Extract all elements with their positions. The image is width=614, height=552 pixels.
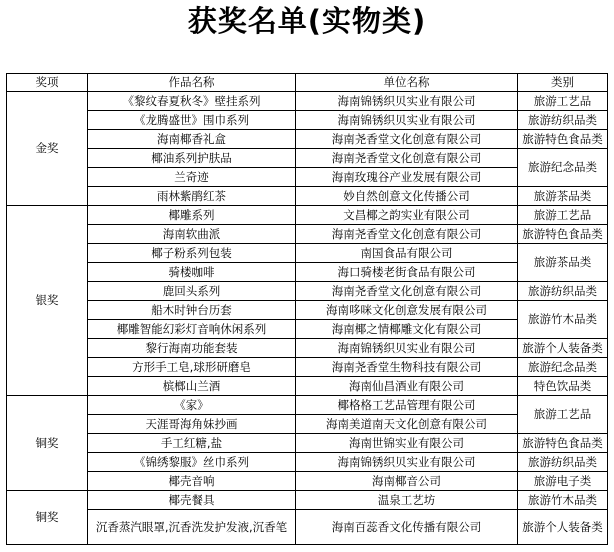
table-row [7, 358, 608, 377]
table-row [7, 472, 608, 491]
work-cell: 手工红糖,盐 [88, 434, 296, 453]
work-cell: 兰奇迹 [88, 168, 296, 187]
work-cell: 海南软曲派 [88, 225, 296, 244]
category-cell: 旅游个人装备类 [518, 510, 608, 545]
unit-cell: 海口骑楼老街食品有限公司 [296, 263, 518, 282]
table-header-row [7, 74, 608, 92]
work-cell: 雨林紫鹃红茶 [88, 187, 296, 206]
unit-cell: 温泉工艺坊 [296, 491, 518, 510]
table-row [7, 263, 608, 282]
unit-cell: 海南世锦实业有限公司 [296, 434, 518, 453]
work-cell: 《黎纹春夏秋冬》壁挂系列 [88, 92, 296, 111]
unit-cell: 椰格格工艺品管理有限公司 [296, 396, 518, 415]
unit-cell: 海南椰音公司 [296, 472, 518, 491]
unit-cell: 海南尧香堂文化创意有限公司 [296, 225, 518, 244]
category-cell: 旅游纪念品类 [518, 358, 608, 377]
unit-cell: 海南锦锈织贝实业有限公司 [296, 92, 518, 111]
table-row [7, 244, 608, 263]
table-row [7, 111, 608, 130]
page-title: 获奖名单(实物类) [187, 4, 427, 38]
table-row [7, 301, 608, 320]
header-award: 奖项 [7, 74, 88, 92]
work-cell: 骑楼咖啡 [88, 263, 296, 282]
header-category: 类别 [518, 74, 608, 92]
table-row [7, 282, 608, 301]
category-cell: 旅游纪念品类 [518, 149, 608, 187]
table-row [7, 491, 608, 510]
unit-cell: 海南尧香堂文化创意有限公司 [296, 130, 518, 149]
category-cell: 旅游工艺品 [518, 92, 608, 111]
table-row [7, 149, 608, 168]
category-cell: 旅游工艺品 [518, 396, 608, 434]
category-cell: 旅游纺织品类 [518, 282, 608, 301]
work-cell: 鹿回头系列 [88, 282, 296, 301]
work-cell: 天涯哥海角妹抄画 [88, 415, 296, 434]
table-row [7, 225, 608, 244]
award-cell: 铜奖 [7, 396, 88, 491]
table-row [7, 187, 608, 206]
unit-cell: 海南尧香堂文化创意有限公司 [296, 149, 518, 168]
unit-cell: 文昌椰之韵实业有限公司 [296, 206, 518, 225]
category-cell: 旅游特色食品类 [518, 225, 608, 244]
award-cell: 金奖 [7, 92, 88, 206]
work-cell: 《锦绣黎服》丝巾系列 [88, 453, 296, 472]
table-row [7, 92, 608, 111]
work-cell: 椰壳餐具 [88, 491, 296, 510]
unit-cell: 海南百蕊香文化传播有限公司 [296, 510, 518, 545]
table-row [7, 130, 608, 149]
unit-cell: 海南哆咪文化创意发展有限公司 [296, 301, 518, 320]
award-cell: 铜奖 [7, 491, 88, 545]
unit-cell: 海南尧香堂生物科技有限公司 [296, 358, 518, 377]
category-cell: 旅游特色食品类 [518, 130, 608, 149]
category-cell: 旅游电子类 [518, 472, 608, 491]
unit-cell: 海南锦锈织贝实业有限公司 [296, 339, 518, 358]
unit-cell: 海南尧香堂文化创意有限公司 [296, 282, 518, 301]
category-cell: 旅游工艺品 [518, 206, 608, 225]
table-row [7, 168, 608, 187]
work-cell: 槟榔山兰酒 [88, 377, 296, 396]
table-row [7, 320, 608, 339]
work-cell: 沉香蒸汽眼罩,沉香洗发护发液,沉香笔 [88, 510, 296, 545]
table-row [7, 510, 608, 545]
category-cell: 旅游竹木品类 [518, 301, 608, 339]
work-cell: 海南椰香礼盒 [88, 130, 296, 149]
work-cell: 椰雕系列 [88, 206, 296, 225]
work-cell: 《家》 [88, 396, 296, 415]
work-cell: 《龙腾盛世》围巾系列 [88, 111, 296, 130]
unit-cell: 海南美道南天文化创意有限公司 [296, 415, 518, 434]
table-row [7, 396, 608, 415]
unit-cell: 海南锦锈织贝实业有限公司 [296, 453, 518, 472]
work-cell: 椰雕智能幻彩灯音响休闲系列 [88, 320, 296, 339]
table-row [7, 377, 608, 396]
work-cell: 黎行海南功能套装 [88, 339, 296, 358]
work-cell: 椰油系列护肤品 [88, 149, 296, 168]
category-cell: 特色饮品类 [518, 377, 608, 396]
work-cell: 船木时钟台历套 [88, 301, 296, 320]
header-unit: 单位名称 [296, 74, 518, 92]
unit-cell: 海南椰之情椰雕文化有限公司 [296, 320, 518, 339]
award-cell: 银奖 [7, 206, 88, 396]
table-row [7, 434, 608, 453]
category-cell: 旅游茶品类 [518, 187, 608, 206]
table-row [7, 415, 608, 434]
work-cell: 椰壳音响 [88, 472, 296, 491]
category-cell: 旅游竹木品类 [518, 491, 608, 510]
unit-cell: 妙自然创意文化传播公司 [296, 187, 518, 206]
table-row [7, 339, 608, 358]
work-cell: 椰子粉系列包装 [88, 244, 296, 263]
table-row [7, 206, 608, 225]
unit-cell: 南国食品有限公司 [296, 244, 518, 263]
work-cell: 方形手工皂,球形研磨皂 [88, 358, 296, 377]
category-cell: 旅游纺织品类 [518, 453, 608, 472]
header-work: 作品名称 [88, 74, 296, 92]
table-row [7, 453, 608, 472]
award-table [6, 73, 608, 545]
category-cell: 旅游纺织品类 [518, 111, 608, 130]
unit-cell: 海南玫瑰谷产业发展有限公司 [296, 168, 518, 187]
category-cell: 旅游特色食品类 [518, 434, 608, 453]
unit-cell: 海南仙昌酒业有限公司 [296, 377, 518, 396]
category-cell: 旅游个人装备类 [518, 339, 608, 358]
unit-cell: 海南锦锈织贝实业有限公司 [296, 111, 518, 130]
category-cell: 旅游茶品类 [518, 244, 608, 282]
